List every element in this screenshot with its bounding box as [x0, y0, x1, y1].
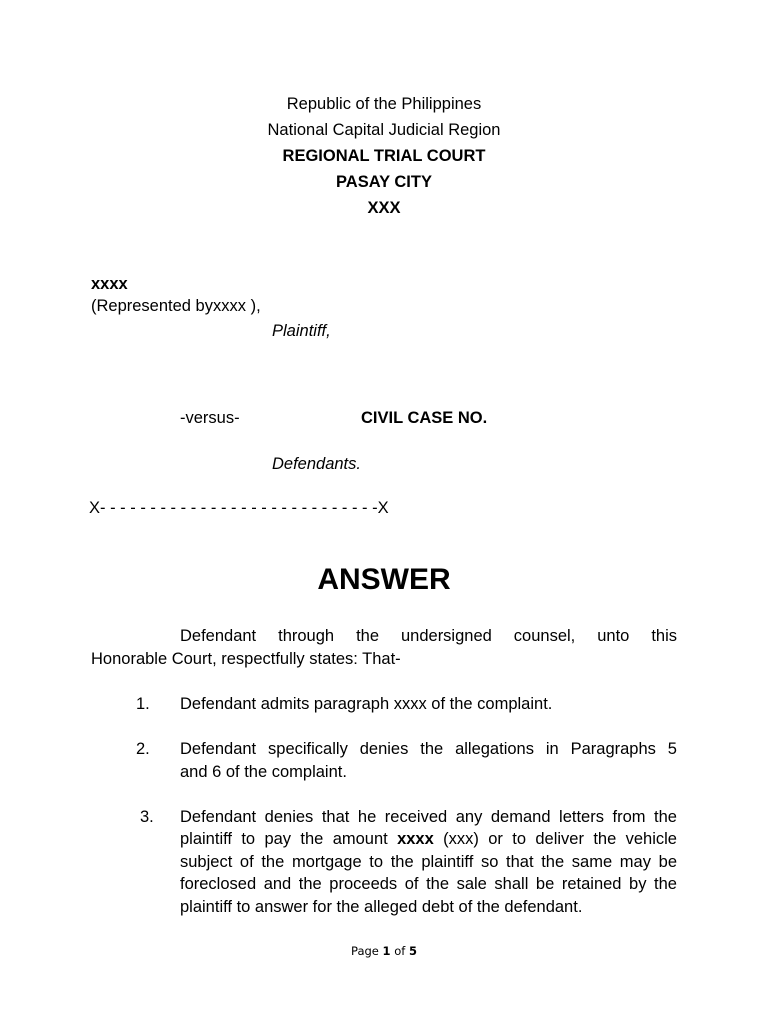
plaintiff-representation: (Represented byxxxx ),	[91, 297, 261, 315]
page-total: 5	[408, 944, 417, 958]
item-text-segment: (xxx) or to deliver the vehicle	[433, 830, 677, 848]
item-text-line: plaintiff to answer for the alleged debt of the defendant.	[180, 898, 583, 916]
amount-placeholder: xxxx	[397, 830, 434, 848]
item-number: 3.	[140, 808, 154, 826]
page-word: Page	[351, 944, 383, 958]
item-text-line	[180, 828, 677, 851]
item-text-line: foreclosed and the proceeds of the sale shall be retained by the	[180, 875, 677, 893]
item-text-segment: plaintiff to pay the amount	[180, 830, 398, 848]
item-number: 1.	[136, 695, 150, 713]
plaintiff-name: xxxx	[91, 275, 128, 293]
item-text-line: Defendant admits paragraph xxxx of the complaint.	[180, 695, 553, 713]
header-city: PASAY CITY	[336, 173, 432, 191]
header-republic: Republic of the Philippines	[286, 95, 482, 113]
defendants-label: Defendants.	[272, 455, 361, 473]
header-region: National Capital Judicial Region	[267, 121, 501, 139]
intro-line-2: Honorable Court, respectfully states: That-	[91, 650, 401, 668]
caption-separator: X- - - - - - - - - - - - - - - - - - - - - - - - - - - -X	[89, 499, 389, 517]
item-number: 2.	[136, 740, 150, 758]
page-number: 1	[382, 944, 391, 958]
of-word: of	[390, 944, 409, 958]
versus-label: -versus-	[180, 409, 240, 427]
page-footer	[0, 944, 768, 958]
item-text-line: subject of the mortgage to the plaintiff so that the same may be	[180, 853, 677, 871]
plaintiff-label: Plaintiff,	[272, 322, 331, 340]
header-branch: XXX	[367, 199, 401, 217]
header-court: REGIONAL TRIAL COURT	[282, 147, 486, 165]
civil-case-no: CIVIL CASE NO.	[361, 409, 488, 427]
document-title: ANSWER	[317, 563, 451, 596]
intro-line-1: Defendant through the undersigned counsel, unto this	[180, 627, 677, 645]
item-text-line: and 6 of the complaint.	[180, 763, 347, 781]
item-text-line: Defendant specifically denies the allegations in Paragraphs 5	[180, 740, 677, 758]
item-text-line: Defendant denies that he received any demand letters from the	[180, 808, 677, 826]
